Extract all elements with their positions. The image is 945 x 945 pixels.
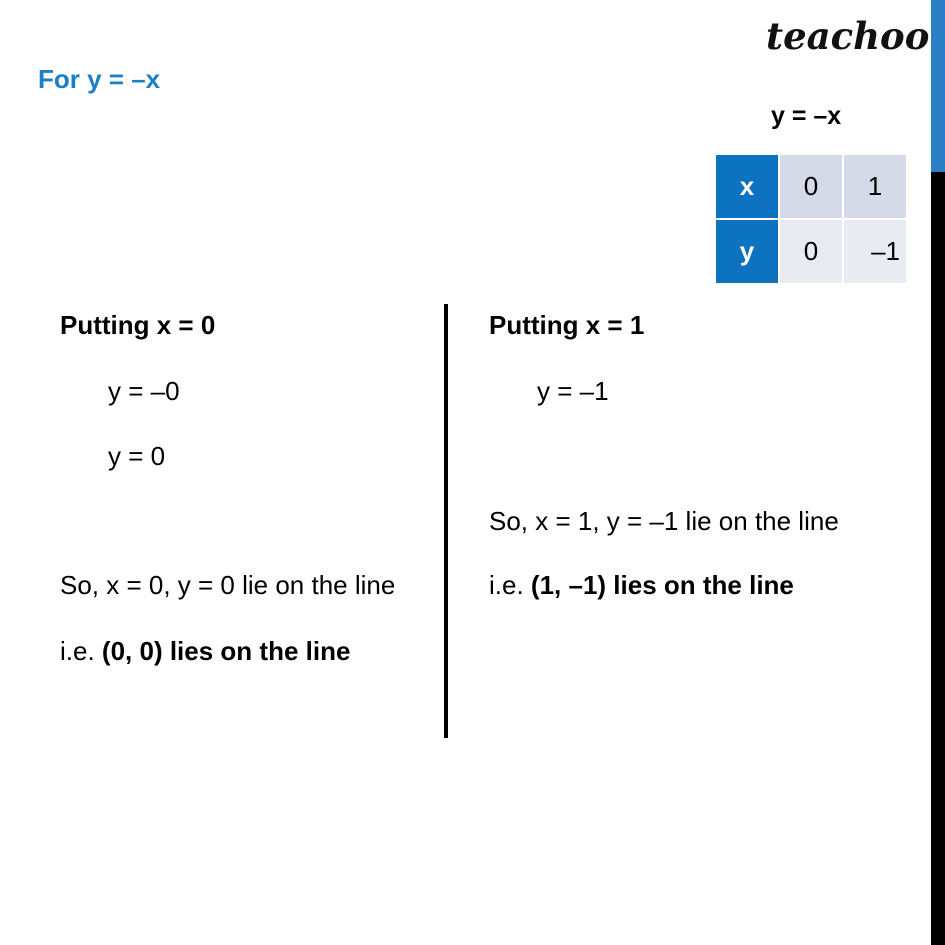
right-edge-accent bbox=[931, 0, 945, 172]
right-conclusion: So, x = 1, y = –1 lie on the line bbox=[489, 506, 839, 536]
y-value-cell: –1 bbox=[844, 220, 908, 285]
table-row-y bbox=[716, 220, 908, 285]
left-putting-heading: Putting x = 0 bbox=[60, 310, 216, 340]
table-row-x bbox=[716, 155, 908, 220]
y-header-cell: y bbox=[716, 220, 780, 285]
right-result-prefix: i.e. bbox=[489, 570, 531, 600]
right-result-point: (1, –1) lies on the line bbox=[530, 570, 794, 600]
section-heading: For y = –x bbox=[38, 64, 161, 94]
left-result-prefix: i.e. bbox=[60, 636, 102, 666]
left-result bbox=[60, 636, 350, 667]
column-divider bbox=[444, 304, 448, 738]
left-conclusion: So, x = 0, y = 0 lie on the line bbox=[60, 570, 396, 600]
left-step-2: y = 0 bbox=[108, 441, 166, 471]
y-value-cell: 0 bbox=[780, 220, 844, 285]
right-step-1: y = –1 bbox=[537, 376, 609, 406]
left-result-point: (0, 0) lies on the line bbox=[101, 636, 351, 666]
x-value-cell: 0 bbox=[780, 155, 844, 220]
x-value-cell: 1 bbox=[844, 155, 908, 220]
x-header-cell: x bbox=[716, 155, 780, 220]
right-result bbox=[489, 570, 794, 601]
table-title: y = –x bbox=[771, 102, 842, 130]
xy-table bbox=[716, 155, 908, 285]
teachoo-logo: teachoo bbox=[766, 14, 930, 58]
left-step-1: y = –0 bbox=[108, 376, 180, 406]
right-putting-heading: Putting x = 1 bbox=[489, 310, 645, 340]
